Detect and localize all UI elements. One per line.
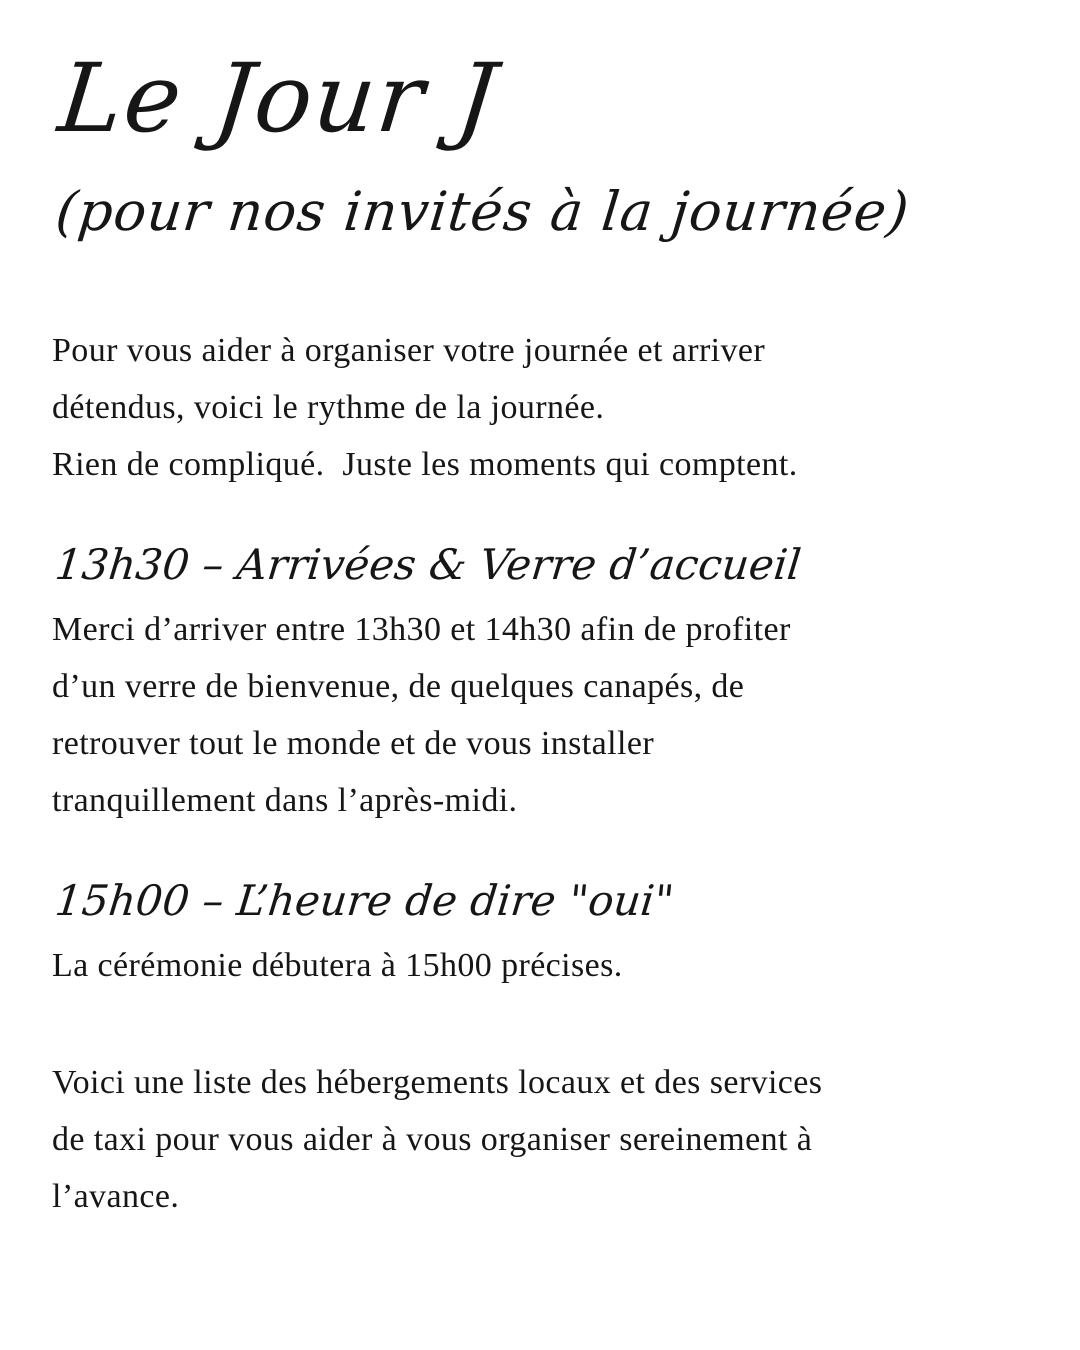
- outro-paragraph: [52, 1054, 1020, 1225]
- text-line: détendus, voici le rythme de la journée.: [52, 388, 605, 426]
- section-body-ceremony: [52, 937, 1020, 994]
- section-title-ceremony: 15h00 – L’heure de dire "oui": [52, 875, 677, 925]
- text-line: tranquillement dans l’après-midi.: [52, 781, 518, 819]
- section-body-arrival: [52, 601, 1020, 829]
- section-title-arrival: 13h30 – Arrivées & Verre d’accueil: [52, 539, 804, 589]
- text-line: retrouver tout le monde et de vous installer: [52, 724, 655, 762]
- page-header: [52, 28, 1020, 252]
- page-subtitle: (pour nos invités à la journée): [52, 179, 913, 243]
- text-line: Merci d’arriver entre 13h30 et 14h30 afin de profiter: [52, 610, 791, 648]
- intro-paragraph: [52, 322, 1020, 493]
- text-line: Voici une liste des hébergements locaux et des services: [52, 1063, 823, 1101]
- text-line: La cérémonie débutera à 15h00 précises.: [52, 946, 623, 984]
- text-line: de taxi pour vous aider à vous organiser sereinement à: [52, 1120, 813, 1158]
- schedule-section-ceremony: [52, 869, 1020, 994]
- text-line: d’un verre de bienvenue, de quelques canapés, de: [52, 667, 745, 705]
- page-title: Le Jour J: [53, 44, 503, 154]
- schedule-section-arrival: [52, 533, 1020, 829]
- text-line: Pour vous aider à organiser votre journée et arriver: [52, 331, 766, 369]
- text-line: Rien de compliqué. Juste les moments qui comptent.: [52, 445, 798, 483]
- text-line: l’avance.: [52, 1177, 180, 1215]
